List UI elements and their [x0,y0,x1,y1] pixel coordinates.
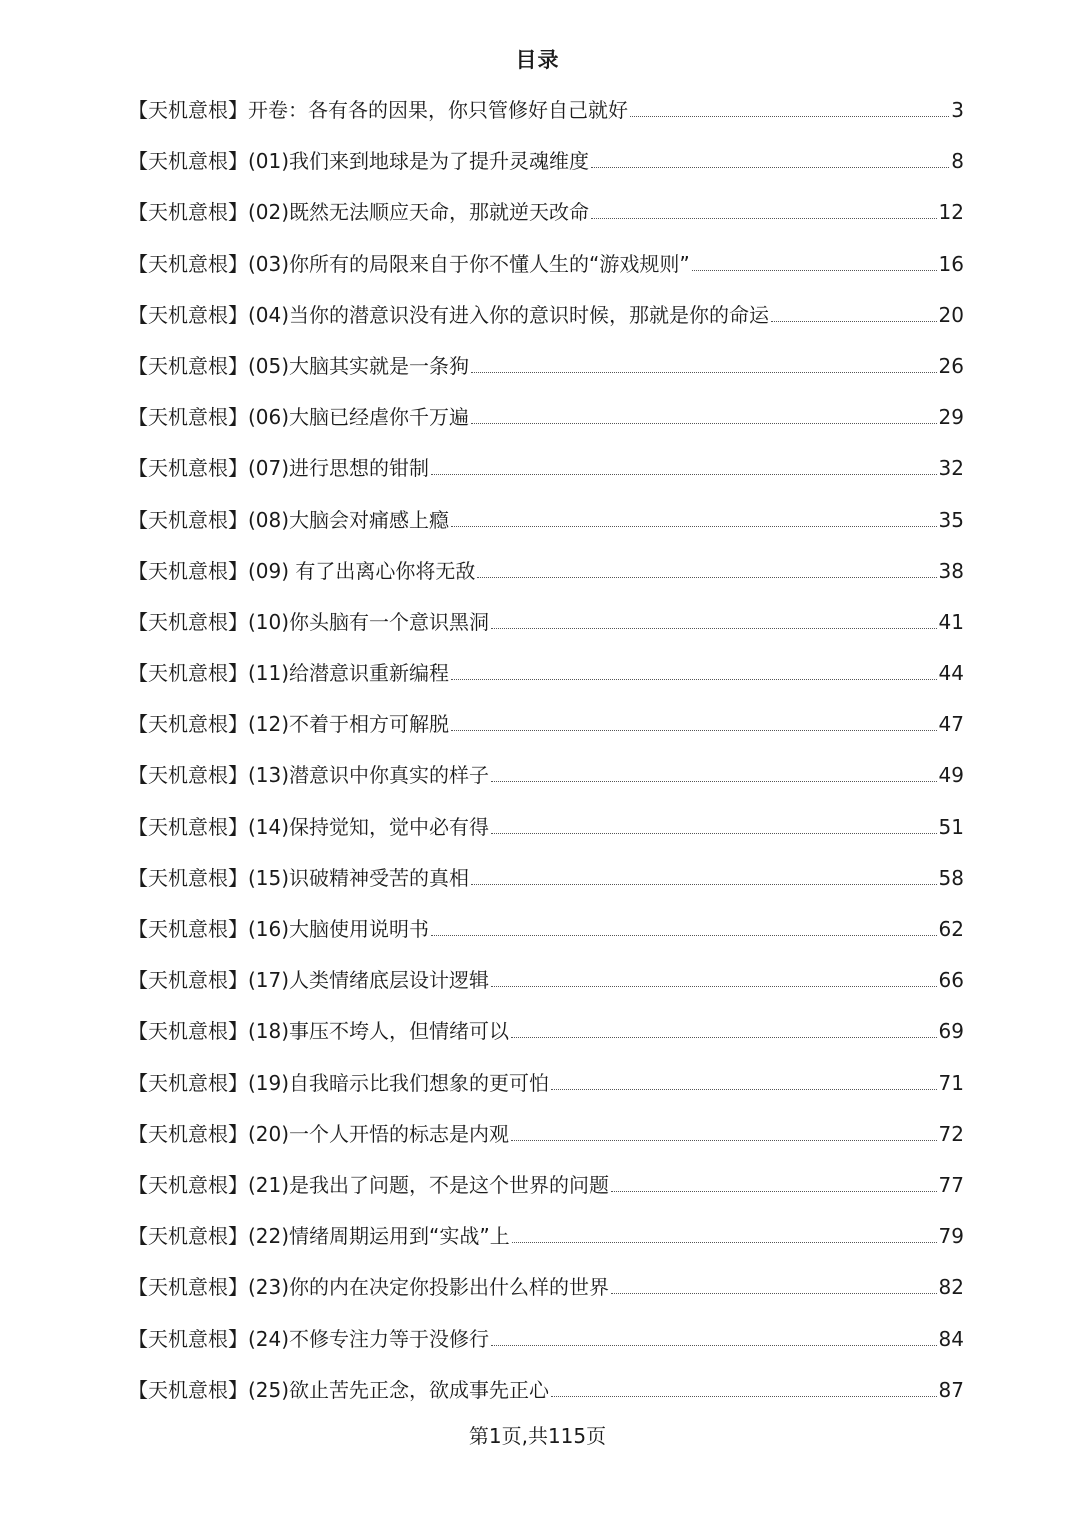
toc-entry-page-number: 82 [938,1275,964,1300]
toc-entry-page-number: 49 [938,763,964,788]
toc-entry-series: 【天机意根】 [128,1275,248,1300]
toc-entry-page-number: 58 [938,865,964,890]
toc-entry[interactable] [128,858,964,909]
toc-dot-leader [431,474,936,475]
toc-dot-leader [511,1140,936,1141]
toc-entry[interactable] [128,244,964,295]
toc-entry-page-number: 71 [938,1070,964,1095]
toc-entry[interactable] [128,1319,964,1370]
toc-entry-page-number: 16 [938,251,964,276]
toc-entry-series: 【天机意根】 [128,917,248,941]
toc-entry-title: (17)人类情绪底层设计逻辑 [248,968,490,993]
toc-entry-title: (06)大脑已经虐你千万遍 [248,405,470,430]
toc-entry-page-number: 66 [938,968,964,993]
toc-dot-leader [692,270,937,271]
toc-entry[interactable] [128,141,964,192]
toc-dot-leader [511,1037,936,1038]
toc-entry-title: 开卷：各有各的因果，你只管修好自己就好 [248,98,628,122]
toc-entry-series: 【天机意根】 [128,456,248,481]
toc-entry[interactable] [128,1063,964,1114]
toc-dot-leader [451,526,936,527]
toc-entry-series: 【天机意根】 [128,968,248,993]
toc-dot-leader [551,1089,936,1090]
toc-entry-title: (08)大脑会对痛感上瘾 [248,507,450,532]
toc-entry-series: 【天机意根】 [128,865,248,890]
toc-dot-leader [477,577,936,578]
toc-entry-title: (13)潜意识中你真实的样子 [248,763,490,788]
toc-entry-title: (20)一个人开悟的标志是内观 [248,1121,510,1146]
toc-entry-title: (05)大脑其实就是一条狗 [248,353,470,378]
toc-entry-series: 【天机意根】 [128,1019,248,1044]
toc-entry-title: (15)识破精神受苦的真相 [248,865,470,890]
toc-entry[interactable] [128,346,964,397]
toc-entry-title: (10)你头脑有一个意识黑洞 [248,609,490,634]
toc-dot-leader [630,116,949,117]
toc-entry-page-number: 26 [938,353,964,378]
toc-dot-leader [491,628,936,629]
toc-entry[interactable] [128,807,964,858]
toc-entry-series: 【天机意根】 [128,507,248,532]
toc-dot-leader [431,935,936,936]
toc-entry[interactable] [128,1011,964,1062]
toc-dot-leader [591,167,949,168]
toc-dot-leader [471,423,936,424]
toc-dot-leader [471,884,936,885]
toc-entry-title: (09) 有了出离心你将无敌 [248,558,476,583]
toc-dot-leader [771,321,936,322]
toc-entry-title: (24)不修专注力等于没修行 [248,1326,490,1351]
toc-entry-series: 【天机意根】 [128,609,248,634]
toc-entry-series: 【天机意根】 [128,1121,248,1146]
toc-entry-series: 【天机意根】 [128,1224,248,1249]
toc-entry-series: 【天机意根】 [128,405,248,430]
toc-entry[interactable] [128,1370,964,1421]
toc-entry-title: (22)情绪周期运用到“实战”上 [248,1224,510,1249]
toc-entry-page-number: 69 [938,1019,964,1044]
toc-entry-page-number: 20 [938,302,964,327]
toc-entry-series: 【天机意根】 [128,661,248,686]
toc-entry[interactable] [128,295,964,346]
toc-entry[interactable] [128,653,964,704]
toc-entry[interactable] [128,1114,964,1165]
toc-entry-title: (14)保持觉知，觉中必有得 [248,814,490,839]
toc-entry-series: 【天机意根】 [128,353,248,378]
toc-entry-page-number: 44 [938,661,964,686]
toc-entry-page-number: 87 [938,1377,964,1402]
toc-entry[interactable] [128,755,964,806]
toc-entry-series: 【天机意根】 [128,302,248,327]
toc-entry-page-number: 35 [938,507,964,532]
toc-entry-title: (25)欲止苦先正念，欲成事先正心 [248,1377,550,1402]
toc-entry-page-number: 77 [938,1172,964,1197]
toc-entry-series: 【天机意根】 [128,251,248,276]
toc-entry[interactable] [128,602,964,653]
toc-entry-page-number: 12 [938,200,964,225]
toc-entry-page-number: 51 [938,814,964,839]
toc-entry-page-number: 84 [938,1326,964,1351]
toc-dot-leader [591,218,936,219]
toc-entry[interactable] [128,1267,964,1318]
toc-entry-series: 【天机意根】 [128,149,248,174]
toc-entry-page-number: 72 [938,1121,964,1146]
toc-entry[interactable] [128,704,964,755]
toc-entry-page-number: 79 [938,1224,964,1249]
toc-dot-leader [611,1293,936,1294]
toc-entry[interactable] [128,192,964,243]
toc-entry-series: 【天机意根】 [128,1326,248,1351]
toc-dot-leader [451,730,936,731]
toc-entry[interactable] [128,1165,964,1216]
toc-entry-page-number: 47 [938,712,964,737]
toc-entry-title: (01)我们来到地球是为了提升灵魂维度 [248,149,590,174]
toc-dot-leader [491,1345,936,1346]
toc-entry-series: 【天机意根】 [128,558,248,583]
toc-entry-title: (16)大脑使用说明书 [248,917,430,941]
toc-entry-series: 【天机意根】 [128,200,248,225]
toc-entry[interactable] [128,909,964,960]
toc-dot-leader [551,1396,936,1397]
toc-entry[interactable] [128,397,964,448]
toc-entry[interactable] [128,960,964,1011]
toc-entry-title: (19)自我暗示比我们想象的更可怕 [248,1070,550,1095]
toc-entry-page-number: 32 [938,456,964,481]
toc-dot-leader [512,1242,937,1243]
toc-entry-title: (04)当你的潜意识没有进入你的意识时候，那就是你的命运 [248,302,770,327]
toc-dot-leader [451,679,936,680]
toc-dot-leader [491,833,936,834]
toc-entry-title: (11)给潜意识重新编程 [248,661,450,686]
toc-entry-series: 【天机意根】 [128,98,248,122]
toc-entry-title: (12)不着于相方可解脱 [248,712,450,737]
toc-entry[interactable] [128,90,964,141]
toc-dot-leader [491,986,936,987]
toc-entry[interactable] [128,551,964,602]
toc-title: 目录 [515,48,560,72]
toc-entry[interactable] [128,448,964,499]
toc-entry-series: 【天机意根】 [128,1377,248,1402]
toc-entry-page-number: 41 [938,609,964,634]
toc-entry-page-number: 3 [951,98,964,122]
toc-entry-title: (23)你的内在决定你投影出什么样的世界 [248,1275,610,1300]
toc-entry-series: 【天机意根】 [128,1172,248,1197]
toc-dot-leader [471,372,936,373]
toc-entry-title: (21)是我出了问题，不是这个世界的问题 [248,1172,610,1197]
toc-entry-page-number: 29 [938,405,964,430]
page-footer: 第1页,共115页 [468,1424,607,1448]
toc-entry-page-number: 62 [938,917,964,941]
toc-entry-series: 【天机意根】 [128,1070,248,1095]
toc-entry-page-number: 38 [938,558,964,583]
toc-entry[interactable] [128,1216,964,1267]
toc-entry-title: (07)进行思想的钳制 [248,456,430,481]
toc-list [128,90,964,1421]
toc-entry[interactable] [128,500,964,551]
toc-entry-page-number: 8 [951,149,964,174]
toc-dot-leader [611,1191,936,1192]
toc-entry-series: 【天机意根】 [128,763,248,788]
toc-entry-title: (03)你所有的局限来自于你不懂人生的“游戏规则” [248,251,690,276]
toc-entry-title: (02)既然无法顺应天命，那就逆天改命 [248,200,590,225]
toc-entry-title: (18)事压不垮人，但情绪可以 [248,1019,510,1044]
toc-dot-leader [491,781,936,782]
toc-entry-series: 【天机意根】 [128,712,248,737]
toc-entry-series: 【天机意根】 [128,814,248,839]
